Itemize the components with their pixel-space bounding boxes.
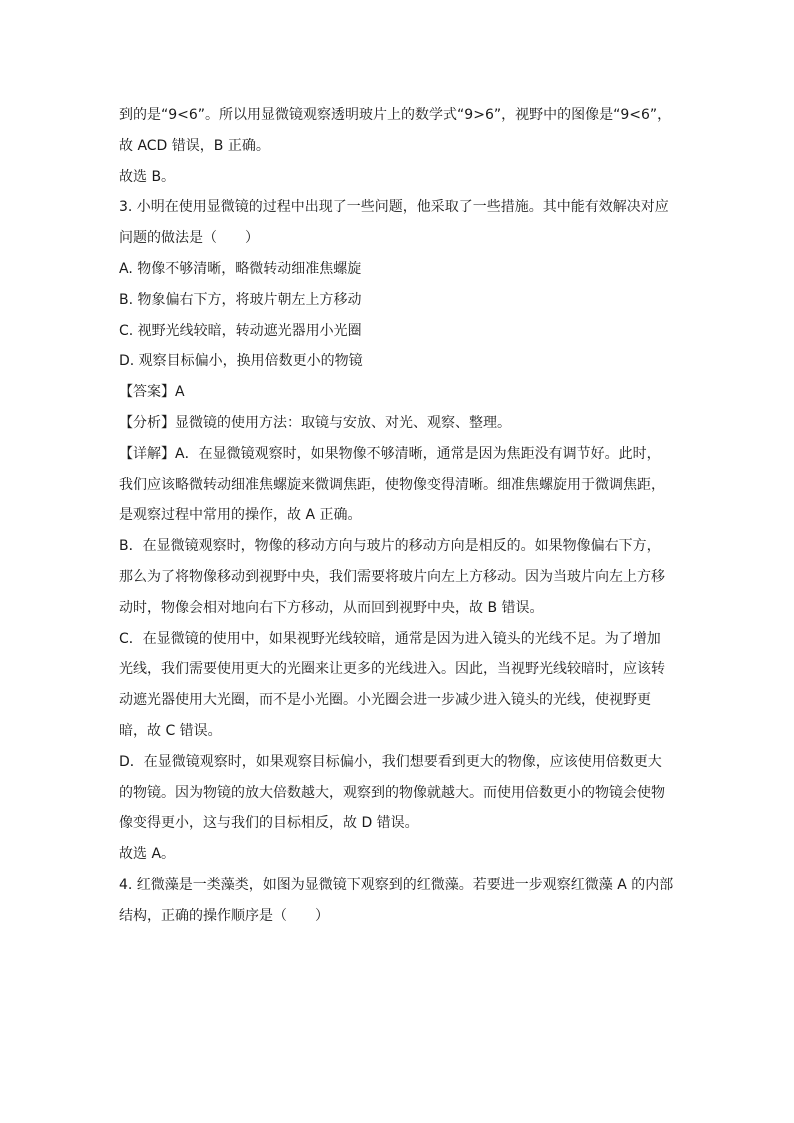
conclusion-text: 故选 A。 — [119, 846, 176, 863]
option-b: B. 物象偏右下方，将玻片朝左上方移动 — [119, 291, 362, 308]
detail-text: 像变得更小，这与我们的目标相反，故 D 错误。 — [119, 815, 419, 832]
detail-text: 【详解】A．在显微镜观察时，如果物像不够清晰，通常是因为焦距没有调节好。此时， — [119, 445, 661, 462]
detail-text: 动遮光器使用大光圈，而不是小光圈。小光圈会进一步减少进入镜头的光线，使视野更 — [119, 692, 651, 709]
document-body — [119, 100, 679, 932]
detail-text: B．在显微镜观察时，物像的移动方向与玻片的移动方向是相反的。如果物像偏右下方， — [119, 538, 661, 555]
question-4-stem: 4. 红微藻是一类藻类，如图为显微镜下观察到的红微藻。若要进一步观察红微藻 A 的内部 — [119, 876, 674, 893]
option-c: C. 视野光线较暗，转动遮光器用小光圈 — [119, 322, 362, 339]
detail-text: 我们应该略微转动细准焦螺旋来微调焦距，使物像变得清晰。细准焦螺旋用于微调焦距， — [119, 476, 665, 493]
option-d: D. 观察目标偏小，换用倍数更小的物镜 — [119, 353, 363, 370]
analysis-text: 【分析】显微镜的使用方法：取镜与安放、对光、观察、整理。 — [119, 414, 511, 431]
option-a: A. 物像不够清晰，略微转动细准焦螺旋 — [119, 260, 362, 277]
answer-label: 【答案】A — [119, 384, 185, 401]
detail-text: 动时，物像会相对地向右下方移动，从而回到视野中央，故 B 错误。 — [119, 599, 544, 616]
detail-text: 那么为了将物像移动到视野中央，我们需要将玻片向左上方移动。因为当玻片向左上方移 — [119, 568, 665, 585]
detail-text: 是观察过程中常用的操作，故 A 正确。 — [119, 507, 362, 524]
detail-text: 的物镜。因为物镜的放大倍数越大，观察到的物像就越大。而使用倍数更小的物镜会使物 — [119, 784, 665, 801]
detail-text: C．在显微镜的使用中，如果视野光线较暗，通常是因为进入镜头的光线不足。为了增加 — [119, 630, 661, 647]
detail-text: 光线，我们需要使用更大的光圈来让更多的光线进入。因此，当视野光线较暗时，应该转 — [119, 661, 665, 678]
detail-text: D．在显微镜观察时，如果观察目标偏小，我们想要看到更大的物像，应该使用倍数更大 — [119, 753, 662, 770]
text-line: 故 ACD 错误，B 正确。 — [119, 137, 270, 154]
detail-text: 暗，故 C 错误。 — [119, 722, 222, 739]
text-line: 到的是“9<6”。所以用显微镜观察透明玻片上的数学式“9>6”，视野中的图像是“9<6”， — [119, 107, 672, 123]
question-3-stem: 3. 小明在使用显微镜的过程中出现了一些问题，他采取了一些措施。其中能有效解决对应 — [119, 199, 669, 216]
question-4-stem: 结构，正确的操作顺序是（ ） — [119, 907, 329, 924]
question-3-stem: 问题的做法是（ ） — [119, 230, 259, 247]
text-line: 故选 B。 — [119, 168, 176, 185]
